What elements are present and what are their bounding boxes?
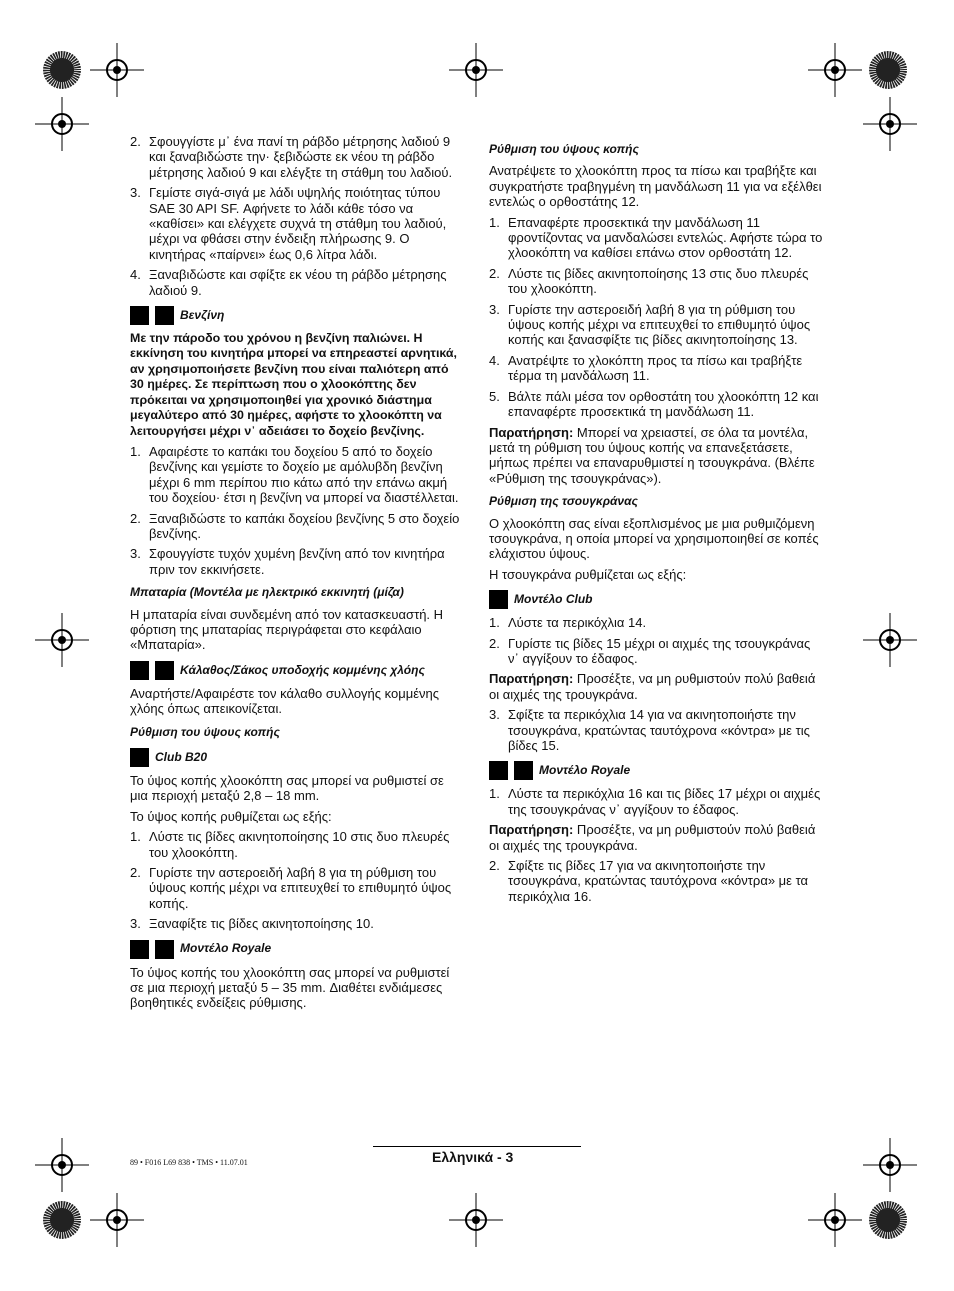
footer-print-code: 89 • F016 L69 838 • TMS • 11.07.01 [130,1158,248,1167]
note-text: Προσέξτε, να μη ρυθμιστούν πολύ βαθειά οι αιχμές της τρουγκράνα. [489,822,816,853]
model-marker-icon [489,761,508,780]
model-marker-icon [130,306,149,325]
list-item [489,858,824,904]
list-item [489,786,824,817]
paragraph: Αναρτήστε/Αφαιρέστε τον κάλαθο συλλογής κομμένης χλόης όπως απεικονίζεται. [130,685,440,717]
section-heading [489,590,824,609]
left-column [130,134,465,1016]
heading-text: Μοντέλο Club [514,591,593,606]
item-text: Γυρίστε την αστεροειδή λαβή 8 για τη ρύθμιση του ύψους κοπής μέχρι να επιτευχθεί το επιθυμητό ύψος κοπής. [149,865,452,911]
item-text: Σφίξτε τις βίδες 17 για να ακινητοποιήστε την τσουγκράνα, κρατώντας ταυτόχρονα «κόντρα» με τα περικόχλια 16. [508,858,809,904]
item-number: 2. [130,865,141,881]
list-item [489,389,824,420]
item-number: 4. [489,352,500,368]
list-item [130,546,465,577]
section-heading [130,725,465,740]
paragraph: Το ύψος κοπής του χλοοκόπτη σας μπορεί να ρυθμιστεί σε μια περιοχή μεταξύ 5 – 35 mm. Διαθέτει ενδιάμεσες βοηθητικές ενδείξεις ρύθμισης. [130,964,450,1011]
item-number: 5. [489,388,500,404]
section-heading [130,661,465,680]
list-item [489,266,824,297]
list-item [489,353,824,384]
model-marker-icon [155,306,174,325]
heading-text: Βενζίνη [180,307,225,322]
list-item [489,215,824,261]
note-paragraph [489,822,824,853]
registration-dot [58,1161,66,1169]
note-paragraph [489,671,824,702]
registration-dot [113,1216,121,1224]
heading-text: Κάλαθος/Σάκος υποδοχής κομμένης χλόης [180,662,425,677]
registration-dot [831,66,839,74]
heading-text: Μοντέλο Royale [539,763,631,778]
registration-dot [113,66,121,74]
note-label: Παρατήρηση: [489,671,574,687]
item-number: 3. [489,301,500,317]
item-text: Γεμίστε σιγά-σιγά με λάδι υψηλής ποιότητας τύπου SAE 30 API SF. Αφήνετε το λάδι κάθε τόσο να «καθίσει» και ελέγχετε συχνά τη στάθμη του λαδιού, μέχρι να φθάσει στην ένδειξη πλήρωσης 9. Ο κινητήρας «παίρνει» έως 0,6 λίτρα λάδι. [149,185,447,262]
registration-dot [58,120,66,128]
model-marker-icon [155,661,174,680]
section-heading [489,142,824,157]
paragraph: Η μπαταρία είναι συνδεμένη από τον κατασκευαστή. Η φόρτιση της μπαταρίας περιγράφεται στο κεφάλαιο «Μπαταρία». [130,606,444,653]
heading-text: Ρύθμιση του ύψους κοπής [489,142,639,156]
list-item [130,916,465,931]
note-text: Μπορεί να χρειαστεί, σε όλα τα μοντέλα, μετά τη ρύθμιση του ύψους κοπής να επανεξετάσετε, μήπως πρέπει να επαναρυθμιστεί η τσουγκράνα. (Βλέπε «Ρύθμιση της τσουγκράνας»). [489,424,815,486]
item-text: Ξαναβιδώστε και σφίξτε εκ νέου τη ράβδο μέτρησης λαδιού 9. [149,267,447,298]
item-text: Σφίξτε τα περικόχλια 14 για να ακινητοποιήστε την τσουγκράνα, κρατώντας ταυτόχρονα «κόντρα» με τις βίδες 15. [508,707,810,753]
section-heading [489,761,824,780]
heading-text: Ρύθμιση του ύψους κοπής [130,724,280,739]
star-target-icon [869,51,907,89]
item-text: Ξαναβιδώστε το καπάκι δοχείου βενζίνης 5 στο δοχείο βενζίνης. [149,510,460,541]
paragraph: Ο χλοοκόπτη σας είναι εξοπλισμένος με μια ρυθμιζόμενη τσουγκράνα, η οποία μπορεί να χρησιμοποιηθεί σε κοπές ελάχιστου ύψους. [489,515,819,562]
registration-dot [472,1216,480,1224]
item-number: 2. [489,265,500,281]
item-number: 2. [130,510,141,526]
item-text: Ανατρέψτε το χλοκόπτη προς τα πίσω και τραβήξτε τέρμα τη μανδάλωση 11. [508,352,803,384]
section-heading [489,494,824,509]
item-number: 3. [130,185,141,201]
item-number: 1. [489,214,500,230]
list-item [130,865,465,911]
paragraph: Το ύψος κοπής ρυθμίζεται ως εξής: [130,808,332,824]
heading-text: Ρύθμιση της τσουγκράνας [489,494,638,509]
item-number: 3. [130,916,141,932]
note-text: Προσέξτε, να μη ρυθμιστούν πολύ βαθειά οι αιχμές της τρουγκράνα. [489,671,816,702]
item-text: Λύστε τα περικόχλια 16 και τις βίδες 17 μέχρι οι αιχμές της τσουγκράνας ν᾽ αγγίξουν το έδαφος. [508,786,821,817]
paragraph: Η τσουγκράνα ρυθμίζεται ως εξής: [489,566,687,582]
warning-paragraph: Με την πάροδο του χρόνου η βενζίνη παλιώνει. Η εκκίνηση του κινητήρα μπορεί να επηρεαστεί αρνητικά, αν χρησιμοποιήσετε βενζίνη που είναι παλιότερη από 30 ημέρες. Σε περίπτωση που ο χλοοκόπτης δεν πρόκειται να χρησιμοποιηθεί για χρονικό διάστημα μεγαλύτερο από 30 ημέρες, αφήστε το χλοοκόπτη να λειτουργήσει μέχρι ν᾽ αδειάσει το δοχείο βενζίνης. [130,331,457,438]
item-number: 4. [130,267,141,283]
note-paragraph [489,425,824,487]
item-number: 1. [489,786,500,802]
heading-text: Club B20 [155,749,208,764]
section-heading [130,306,465,325]
list-item [130,267,465,298]
item-text: Ξαναφίξτε τις βίδες ακινητοποίησης 10. [149,916,374,932]
item-number: 1. [489,615,500,631]
item-text: Σφουγγίστε μ᾽ ένα πανί τη ράβδο μέτρησης λαδιού 9 και ξαναβιδώστε την· ξεβιδώστε εκ νέου τη ράβδο μέτρησης λαδιού 9 και ελέγξτε τη στάθμη του λαδιού. [149,134,453,180]
registration-dot [886,636,894,644]
item-text: Γυρίστε τις βίδες 15 μέχρι οι αιχμές της τσουγκράνας ν᾽ αγγίξουν το έδαφος. [508,635,811,666]
item-text: Αφαιρέστε το καπάκι του δοχείου 5 από το δοχείο βενζίνης και γεμίστε το δοχείο με αμόλυβδη βενζίνη μέχρι 6 mm περίπου πιο κάτω από την επάνω ακμή του δοχείου· έτσι η βενζίνη να μπορεί να διαστέλλεται. [149,443,459,506]
list-item [130,511,465,542]
model-marker-icon [155,940,174,959]
model-marker-icon [130,940,149,959]
list-item [130,829,465,860]
item-text: Γυρίστε την αστεροειδή λαβή 8 για τη ρύθμιση του ύψους κοπής μέχρι να επιτευχθεί το επιθυμητό ύψος κοπής και ξανασφίξτε τις βίδες ακινητοποίησης 13. [508,301,811,348]
item-number: 2. [130,134,141,149]
registration-dot [886,1161,894,1169]
note-label: Παρατήρηση: [489,822,574,838]
registration-dot [58,636,66,644]
registration-dot [831,1216,839,1224]
section-heading [130,748,465,767]
section-heading [130,585,465,600]
item-text: Λύστε τις βίδες ακινητοποίησης 13 στις δυο πλευρές του χλοοκόπτη. [508,265,809,297]
item-text: Λύστε τα περικόχλια 14. [508,615,647,631]
list-item [130,134,465,180]
footer-rule [373,1146,581,1147]
list-item [489,636,824,667]
model-marker-icon [130,748,149,767]
model-marker-icon [514,761,533,780]
item-text: Λύστε τις βίδες ακινητοποίησης 10 στις δυο πλευρές του χλοοκόπτη. [149,829,450,860]
model-marker-icon [130,661,149,680]
item-text: Βάλτε πάλι μέσα τον ορθοστάτη του χλοοκόπτη 12 και επαναφέρτε προσεκτικά τη μανδάλωση 11. [508,388,819,420]
heading-text: Μπαταρία (Μοντέλα με ηλεκτρικό εκκινητή (μίζα) [130,585,404,600]
list-item [489,302,824,348]
page-number: Ελληνικά - 3 [432,1149,514,1165]
model-marker-icon [489,590,508,609]
paragraph: Το ύψος κοπής χλοοκόπτη σας μπορεί να ρυθμιστεί σε μια περιοχή μεταξύ 2,8 – 18 mm. [130,773,444,804]
registration-dot [472,66,480,74]
list-item [489,707,824,753]
item-number: 3. [130,546,141,562]
item-text: Επαναφέρτε προσεκτικά την μανδάλωση 11 φροντίζοντας να μανδαλώσει εντελώς. Αφήστε τώρα το χλοοκόπτη να καθίσει επάνω στον ορθοστάτη 12. [508,214,823,261]
note-label: Παρατήρηση: [489,424,574,440]
list-item [130,444,465,506]
item-number: 1. [130,443,141,459]
item-number: 3. [489,707,500,723]
paragraph: Ανατρέψετε το χλοοκόπτη προς τα πίσω και τραβήξτε και συγκρατήστε τραβηγμένη τη μανδάλωση 11 για να εξέλθει εντελώς ο ορθοστάτης 12. [489,163,822,210]
item-text: Σφουγγίστε τυχόν χυμένη βενζίνη από τον κινητήρα πριν τον εκκινήσετε. [149,546,445,577]
right-column [489,134,824,909]
item-number: 1. [130,829,141,845]
heading-text: Μοντέλο Royale [180,941,272,956]
list-item [130,185,465,262]
item-number: 2. [489,858,500,874]
section-heading [130,940,465,959]
item-number: 2. [489,635,500,651]
registration-dot [886,120,894,128]
list-item [489,615,824,630]
